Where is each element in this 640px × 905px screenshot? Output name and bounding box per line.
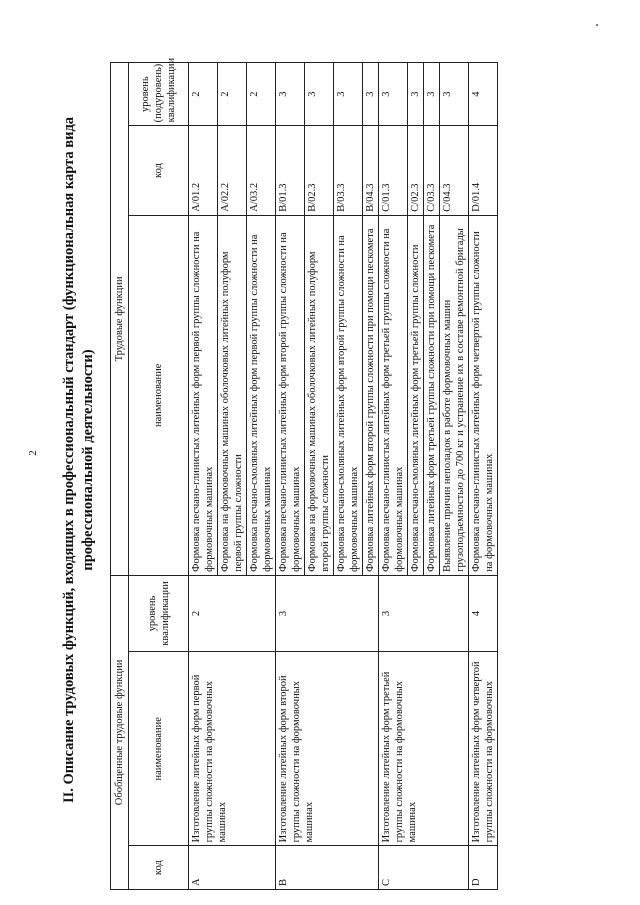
function-level: 3	[363, 63, 379, 126]
generalized-name: Изготовление литейных форм третьей группы сложности на формовочных машинах	[379, 652, 469, 846]
header-generalized-functions: Обобщенные трудовые функции	[111, 575, 129, 889]
function-level: 2	[189, 63, 218, 126]
page-number: 2	[26, 450, 39, 456]
generalized-code: D	[469, 846, 498, 890]
section-heading	[60, 70, 98, 850]
header-function-level: уровень (подуровень) квалификации	[129, 63, 189, 126]
generalized-level: 4	[469, 575, 498, 651]
header-name: наименование	[129, 652, 189, 846]
function-name: Формовка песчано-глинистых литейных форм четвертой группы сложности на формовочных машинах	[469, 215, 498, 575]
function-name: Формовка на формовочных машинах оболочковых литейных полуформ первой группы сложности	[218, 215, 247, 575]
function-code: A/03.2	[247, 126, 276, 215]
header-code: код	[129, 846, 189, 890]
function-level: 3	[334, 63, 363, 126]
function-code: C/03.3	[424, 126, 440, 215]
generalized-name: Изготовление литейных форм второй группы сложности на формовочных машинах	[276, 652, 379, 846]
generalized-level: 3	[379, 575, 469, 651]
function-name: Формовка песчано-глинистых литейных форм третьей группы сложности на формовочных машинах	[379, 215, 408, 575]
function-level: 2	[218, 63, 247, 126]
header-level: уровень квалификации	[129, 575, 189, 651]
function-code: B/04.3	[363, 126, 379, 215]
function-level: 3	[305, 63, 334, 126]
generalized-name: Изготовление литейных форм четвертой группы сложности на формовочных	[469, 652, 498, 846]
function-name: Формовка литейных форм третьей группы сложности при помощи пескомета	[424, 215, 440, 575]
function-level: 3	[440, 63, 469, 126]
function-name: Формовка песчано-смоляных литейных форм третьей группы сложности	[408, 215, 424, 575]
table-row	[189, 63, 218, 890]
function-name: Формовка на формовочных машинах оболочковых литейных полуформ второй группы сложности	[305, 215, 334, 575]
table-row	[379, 63, 408, 890]
function-code: C/02.3	[408, 126, 424, 215]
function-name: Формовка песчано-глинистых литейных форм первой группы сложности на формовочных машинах	[189, 215, 218, 575]
function-level: 3	[276, 63, 305, 126]
function-level: 3	[379, 63, 408, 126]
function-name: Выявление причин неполадок в работе формовочных машин грузоподъемностью до 700 кг и устранение их в составе ремонтной бригады	[440, 215, 469, 575]
generalized-level: 2	[189, 575, 276, 651]
function-code: C/01.3	[379, 126, 408, 215]
function-code: A/02.2	[218, 126, 247, 215]
generalized-name: Изготовление литейных форм первой группы сложности на формовочных машинах	[189, 652, 276, 846]
function-level: 3	[424, 63, 440, 126]
header-function-name: наименование	[129, 215, 189, 575]
header-labor-functions: Трудовые функции	[111, 63, 129, 576]
generalized-level: 3	[276, 575, 379, 651]
function-map-table	[110, 57, 498, 890]
function-code: B/01.3	[276, 126, 305, 215]
function-code: C/04.3	[440, 126, 469, 215]
function-code: D/01.4	[469, 126, 498, 215]
table-body	[189, 63, 498, 890]
heading-line-2: профессиональной деятельности)	[80, 349, 96, 571]
function-code: B/02.3	[305, 126, 334, 215]
generalized-code: B	[276, 846, 379, 890]
function-level: 4	[469, 63, 498, 126]
function-name: Формовка песчано-глинистых литейных форм второй группы сложности на формовочных машинах	[276, 215, 305, 575]
function-code: B/03.3	[334, 126, 363, 215]
function-level: 2	[247, 63, 276, 126]
header-function-code: код	[129, 126, 189, 215]
function-code: A/01.2	[189, 126, 218, 215]
table-row	[469, 63, 498, 890]
function-name: Формовка песчано-смоляных литейных форм первой группы сложности на формовочных машинах	[247, 215, 276, 575]
generalized-code: A	[189, 846, 276, 890]
function-name: Формовка литейных форм второй группы сложности при помощи пескомета	[363, 215, 379, 575]
function-name: Формовка песчано-смоляных литейных форм второй группы сложности на формовочных машинах	[334, 215, 363, 575]
heading-line-1: II. Описание трудовых функций, входящих в профессиональный стандарт (функциональная карта вида	[61, 116, 77, 804]
generalized-code: C	[379, 846, 469, 890]
table-row	[276, 63, 305, 890]
function-level: 3	[408, 63, 424, 126]
